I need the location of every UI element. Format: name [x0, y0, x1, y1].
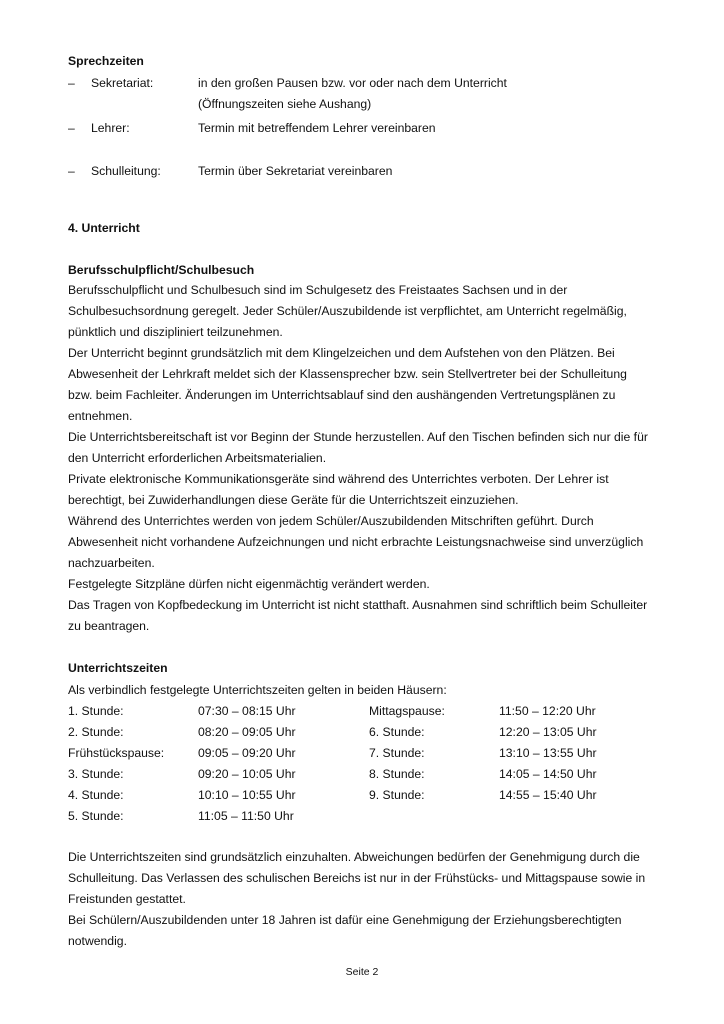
schedule-time: 10:10 – 10:55 Uhr [198, 788, 296, 802]
schedule-label: 8. Stunde: [369, 767, 425, 781]
schedule-time: 09:20 – 10:05 Uhr [198, 767, 296, 781]
body-line: Berufsschulpflicht und Schulbesuch sind im Schulgesetz des Freistaates Sachsen und in der [68, 283, 568, 297]
body-line: pünktlich und diszipliniert teilzunehmen. [68, 325, 283, 339]
schedule-time: 11:05 – 11:50 Uhr [198, 809, 294, 823]
schedule-label: 9. Stunde: [369, 788, 425, 802]
body-line: zu beantragen. [68, 619, 150, 633]
schedule-label: 2. Stunde: [68, 725, 124, 739]
sekretariat-text-2: (Öffnungszeiten siehe Aushang) [198, 97, 372, 111]
schulleitung-label: Schulleitung: [91, 164, 161, 178]
body-line: Festgelegte Sitzpläne dürfen nicht eigenmächtig verändert werden. [68, 577, 430, 591]
sekretariat-text: in den großen Pausen bzw. vor oder nach dem Unterricht [198, 76, 507, 90]
schedule-time: 08:20 – 09:05 Uhr [198, 725, 296, 739]
body-line: Abwesenheit der Lehrkraft meldet sich der Klassensprecher bzw. sein Stellvertreter bei der Schulleitung [68, 367, 627, 381]
body-line: Die Unterrichtsbereitschaft ist vor Beginn der Stunde herzustellen. Auf den Tischen befinden sich nur die für [68, 430, 648, 444]
list-dash: – [68, 164, 75, 178]
body-line: berechtigt, bei Zuwiderhandlungen diese Geräte für die Unterrichtszeit einzuziehen. [68, 493, 519, 507]
unterrichtszeiten-heading: Unterrichtszeiten [68, 661, 168, 675]
schedule-time: 14:55 – 15:40 Uhr [499, 788, 597, 802]
berufsschulpflicht-body [68, 280, 668, 637]
body-line: Schulbesuchsordnung geregelt. Jeder Schüler/Auszubildende ist verpflichtet, am Unterricht regelmäßig, [68, 304, 627, 318]
berufsschulpflicht-heading: Berufsschulpflicht/Schulbesuch [68, 263, 255, 277]
body-line: entnehmen. [68, 409, 133, 423]
schedule-label: 7. Stunde: [369, 746, 425, 760]
schedule-label: 6. Stunde: [369, 725, 425, 739]
schedule-label: 1. Stunde: [68, 704, 124, 718]
body-line: Während des Unterrichtes werden von jedem Schüler/Auszubildenden Mitschriften geführt. Durch [68, 514, 594, 528]
body-line: Schulleitung. Das Verlassen des schulischen Bereichs ist nur in der Frühstücks- und Mittagspause sowie in [68, 871, 646, 885]
schedule-time: 14:05 – 14:50 Uhr [499, 767, 597, 781]
section-heading: 4. Unterricht [68, 221, 140, 235]
unterrichtszeiten-intro: Als verbindlich festgelegte Unterrichtszeiten gelten in beiden Häusern: [68, 683, 447, 697]
body-line: Private elektronische Kommunikationsgeräte sind während des Unterrichtes verboten. Der Lehrer ist [68, 472, 609, 486]
body-line: bzw. beim Fachleiter. Änderungen im Unterrichtsablauf sind den aushängenden Vertretungsplänen zu [68, 388, 616, 402]
list-dash: – [68, 76, 75, 90]
schedule-label: 3. Stunde: [68, 767, 124, 781]
sekretariat-label: Sekretariat: [91, 76, 154, 90]
schedule-label: Frühstückspause: [68, 746, 165, 760]
list-dash: – [68, 121, 75, 135]
body-line: den Unterricht erforderlichen Arbeitsmaterialien. [68, 451, 327, 465]
page-number: Seite 2 [345, 966, 379, 978]
schedule-label: Mittagspause: [369, 704, 445, 718]
lehrer-label: Lehrer: [91, 121, 130, 135]
lehrer-text: Termin mit betreffendem Lehrer vereinbaren [198, 121, 436, 135]
schedule-time: 12:20 – 13:05 Uhr [499, 725, 597, 739]
body-line: Freistunden gestattet. [68, 892, 186, 906]
sprechzeiten-heading: Sprechzeiten [68, 54, 144, 68]
body-line: Das Tragen von Kopfbedeckung im Unterricht ist nicht statthaft. Ausnahmen sind schriftlich beim Schulleiter [68, 598, 648, 612]
body-line: Bei Schülern/Auszubildenden unter 18 Jahren ist dafür eine Genehmigung der Erziehungsberechtigten [68, 913, 622, 927]
schedule-time: 07:30 – 08:15 Uhr [198, 704, 296, 718]
body-line: Der Unterricht beginnt grundsätzlich mit dem Klingelzeichen und dem Aufstehen von den Plätzen. Bei [68, 346, 615, 360]
body-line: nachzuarbeiten. [68, 556, 155, 570]
schedule-label: 4. Stunde: [68, 788, 124, 802]
body-line: notwendig. [68, 934, 127, 948]
schedule-time: 11:50 – 12:20 Uhr [499, 704, 596, 718]
schulleitung-text: Termin über Sekretariat vereinbaren [198, 164, 393, 178]
body-line: Die Unterrichtszeiten sind grundsätzlich einzuhalten. Abweichungen bedürfen der Genehmigung durch die [68, 850, 640, 864]
body-line: Abwesenheit nicht vorhandene Aufzeichnungen und nicht erbrachte Leistungsnachweise sind unverzüglich [68, 535, 644, 549]
schedule-label: 5. Stunde: [68, 809, 124, 823]
schedule-time: 13:10 – 13:55 Uhr [499, 746, 597, 760]
unterrichtszeiten-closing [68, 847, 668, 952]
schedule-time: 09:05 – 09:20 Uhr [198, 746, 296, 760]
